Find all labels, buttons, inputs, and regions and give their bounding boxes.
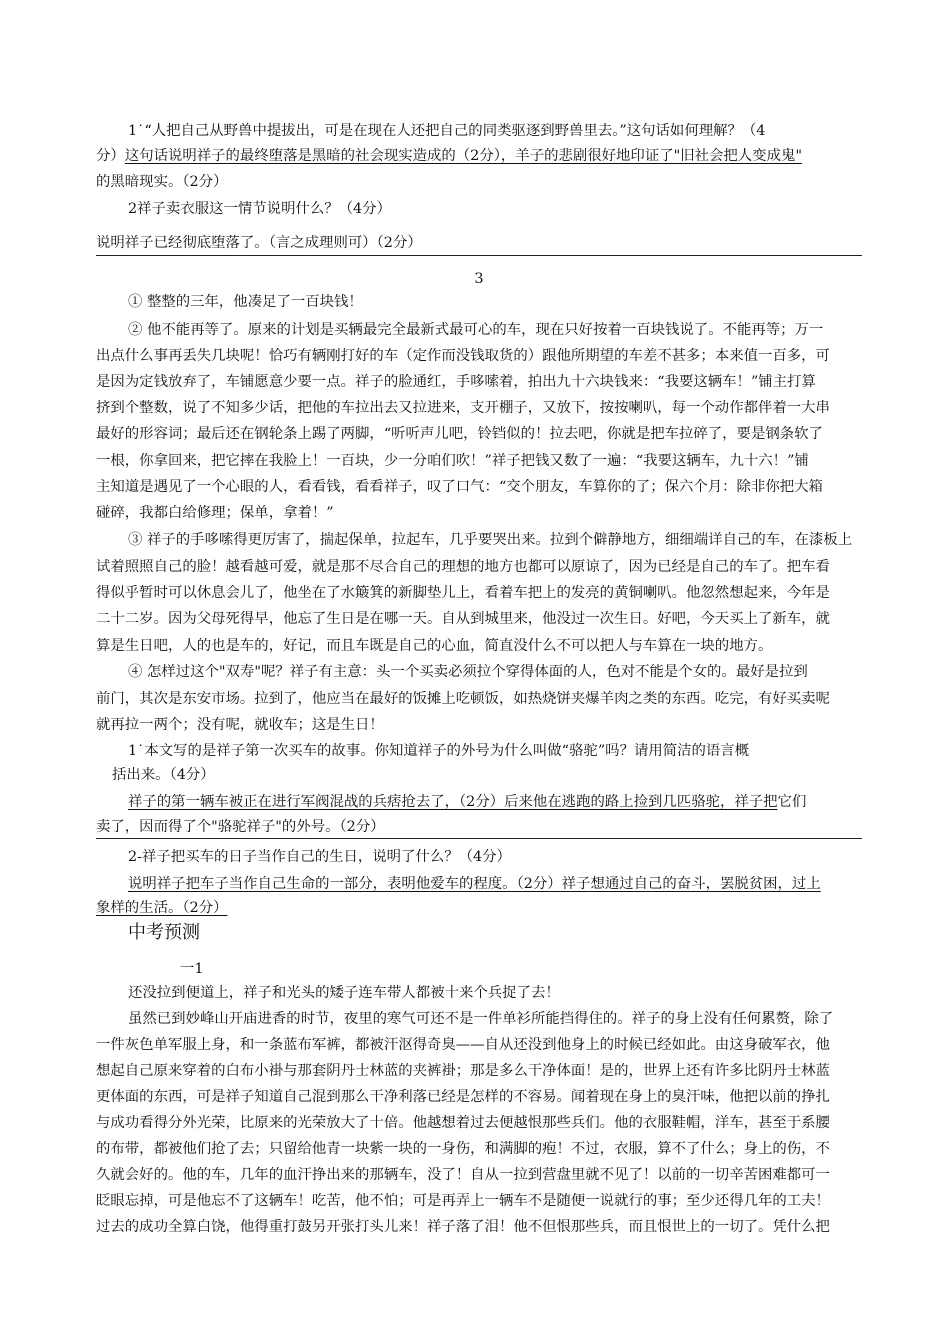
passage-3-line: 还没拉到便道上，祥子和光头的矮子连车带人都被十来个兵捉了去！: [128, 985, 560, 1001]
answer-rule-2: [96, 838, 862, 839]
passage-2-line: 出点什么事再丢失几块呢！恰巧有辆刚打好的车（定作而没钱取货的）跟他所期望的车差不甚多；本来值一百多，可: [96, 348, 830, 364]
question-1-answer-line-1: [96, 146, 862, 166]
passage-3-line: 一件灰色单军服上身，和一条蓝布军裤，都被汗沤得奇臭——自从还没到他身上的时候已经如此。由这身破军衣，他: [96, 1037, 830, 1053]
section-number: 3: [474, 271, 484, 287]
question-1-line-2: 分）: [96, 148, 125, 164]
passage-2-line: ② 他不能再等了。原来的计划是买辆最完全最新式最可心的车，现在只好按着一百块钱说了。不能再等；万一: [128, 322, 824, 338]
answer-1-line-2: 的黑暗现实。（2分）: [96, 174, 228, 190]
passage-2-line: ① 整整的三年，他凑足了一百块钱！: [128, 294, 363, 310]
passage-2-line: 算是生日吧，人的也是车的，好记，而且车既是自己的心血，简直没什么不可以把人与车算在一块的地方。: [96, 638, 773, 654]
question-2: 2祥子卖衣服这一情节说明什么？（4分）: [128, 201, 391, 217]
passage-2-line: 主知道是遇见了一个心眼的人，看看钱，看看祥子，叹了口气：“交个朋友，车算你的了；保六个月：除非你把大箱: [96, 479, 823, 495]
passage-3-line: 的布带，都被他们抢了去；只留给他青一块紫一块的一身伤，和满脚的疱！不过，衣服，算不了什么；身上的伤，不: [96, 1141, 830, 1157]
passage-2-line: 碰碎，我都白给修理；保单，拿着！”: [96, 505, 334, 521]
answer-2-1-underlined: 祥子的第一辆车被正在进行军阀混战的兵痞抢去了，（2分）后来他在逃跑的路上捡到几匹骆驼，祥子把: [128, 794, 778, 810]
answer-2-1-line-2: 卖了，因而得了个"骆驼祥子"的外号。（2分）: [96, 819, 385, 835]
passage-2-line: ④ 怎样过这个"双寿"呢？祥子有主意：头一个买卖必须拉个穿得体面的人，色对不能是个女的。最好是拉到: [128, 664, 808, 680]
answer-1-line-1: 这句话说明祥子的最终堕落是黑暗的社会现实造成的（2分），羊子的悲剧很好地印证了"旧社会把人变成鬼": [124, 148, 802, 164]
passage-2-line: 前门，其次是东安市场。拉到了，他应当在最好的饭摊上吃顿饭，如热烧饼夹爆羊肉之类的东西。吃完，有好买卖呢: [96, 691, 830, 707]
answer-2-1-line-1: [128, 792, 862, 812]
passage-2-line: 二十二岁。因为父母死得早，他忘了生日是在哪一天。自从到城里来，他没过一次生日。好吧，今天买上了新车，就: [96, 611, 830, 627]
passage-2-line: 就再拉一两个；没有呢，就收车；这是生日！: [96, 717, 384, 733]
question-1-line-1: 1˙“人把自己从野兽中提拔出，可是在现在人还把自己的同类驱逐到野兽里去。”这句话如何理解？（4: [128, 123, 766, 139]
passage-2-line: 是因为定钱放弃了，车铺愿意少要一点。祥子的脸通红，手哆嗦着，拍出九十六块钱来：“我要这辆车！”铺主打算: [96, 374, 816, 390]
passage-3-line: 更体面的东西，可是祥子知道自己混到那么干净利落已经是怎样的不容易。闻着现在身上的臭汗味，他把以前的挣扎: [96, 1089, 830, 1105]
question-2-2: 2-祥子把买车的日子当作自己的生日，说明了什么？（4分）: [128, 849, 511, 865]
section-heading: 中考预测: [128, 922, 200, 943]
passage-3-line: 虽然已到妙峰山开庙进香的时节，夜里的寒气可还不是一件单衫所能挡得住的。祥子的身上没有任何累赘，除了: [128, 1011, 834, 1027]
passage-2-line: 一根，你拿回来，把它摔在我脸上！一百块，少一分咱们吹！”祥子把钱又数了一遍：“我要这辆车，九十六！”铺: [96, 453, 809, 469]
passage-3-line: 想起自己原来穿着的白布小褂与那套阴丹士林蓝的夹裤褂；那是多么干净体面！是的，世界上还有许多比阴丹士林蓝: [96, 1063, 830, 1079]
passage-3-line: 与成功看得分外光荣，比原来的光荣放大了十倍。他越想着过去便越恨那些兵们。他的衣服鞋帽，洋车，甚至于系腰: [96, 1115, 830, 1131]
answer-2-1-rest: 它们: [777, 794, 807, 810]
passage-3-line: 久就会好的。他的车，几年的血汗挣出来的那辆车，没了！自从一拉到营盘里就不见了！以前的一切辛苦困难都可一: [96, 1167, 830, 1183]
answer-rule: [96, 255, 862, 256]
answer-2: 说明祥子已经彻底堕落了。（言之成理则可）（2分）: [96, 235, 422, 251]
section-3-number: 一1: [180, 961, 204, 977]
answer-2-2-line-1: 说明祥子把车子当作自己生命的一部分，表明他爱车的程度。（2分）祥子想通过自己的奋斗，罢脱贫困，过上: [128, 876, 821, 892]
passage-2-line: 得似乎暂时可以休息会儿了，他坐在了水簸箕的新脚垫儿上，看着车把上的发亮的黄铜喇叭。他忽然想起来，今年是: [96, 585, 830, 601]
question-2-1-line-2: 括出来。（4分）: [112, 767, 215, 783]
answer-2-2-line-2-text: 象样的生活。（2分）: [96, 900, 228, 916]
passage-2-line: 试着照照自己的脸！越看越可爱，就是那不尽合自己的理想的地方也都可以原谅了，因为已经是自己的车了。把车看: [96, 559, 830, 575]
passage-2-line: 挤到个整数，说了不知多少话，把他的车拉出去又拉进来，支开棚子，又放下，按按喇叭，每一个动作都伴着一大串: [96, 400, 830, 416]
answer-2-2-line-2: [96, 898, 862, 918]
passage-3-line: 眨眼忘掉，可是他忘不了这辆车！吃苦，他不怕；可是再弄上一辆车不是随便一说就行的事；至少还得几年的工夫！: [96, 1193, 830, 1209]
question-2-1-line-1: 1˙本文写的是祥子第一次买车的故事。你知道祥子的外号为什么叫做“骆驼”吗？请用简洁的语言概: [128, 743, 750, 759]
passage-2-line: ③ 祥子的手哆嗦得更厉害了，揣起保单，拉起车，几乎要哭出来。拉到个僻静地方，细细端详自己的车，在漆板上: [128, 532, 853, 548]
passage-2-line: 最好的形容词；最后还在钢轮条上踢了两脚，“听听声儿吧，铃铛似的！拉去吧，你就是把车拉碎了，要是钢条软了: [96, 426, 823, 442]
passage-3-line: 过去的成功全算白饶，他得重打鼓另开张打头儿来！祥子落了泪！他不但恨那些兵，而且恨世上的一切了。凭什么把: [96, 1219, 830, 1235]
